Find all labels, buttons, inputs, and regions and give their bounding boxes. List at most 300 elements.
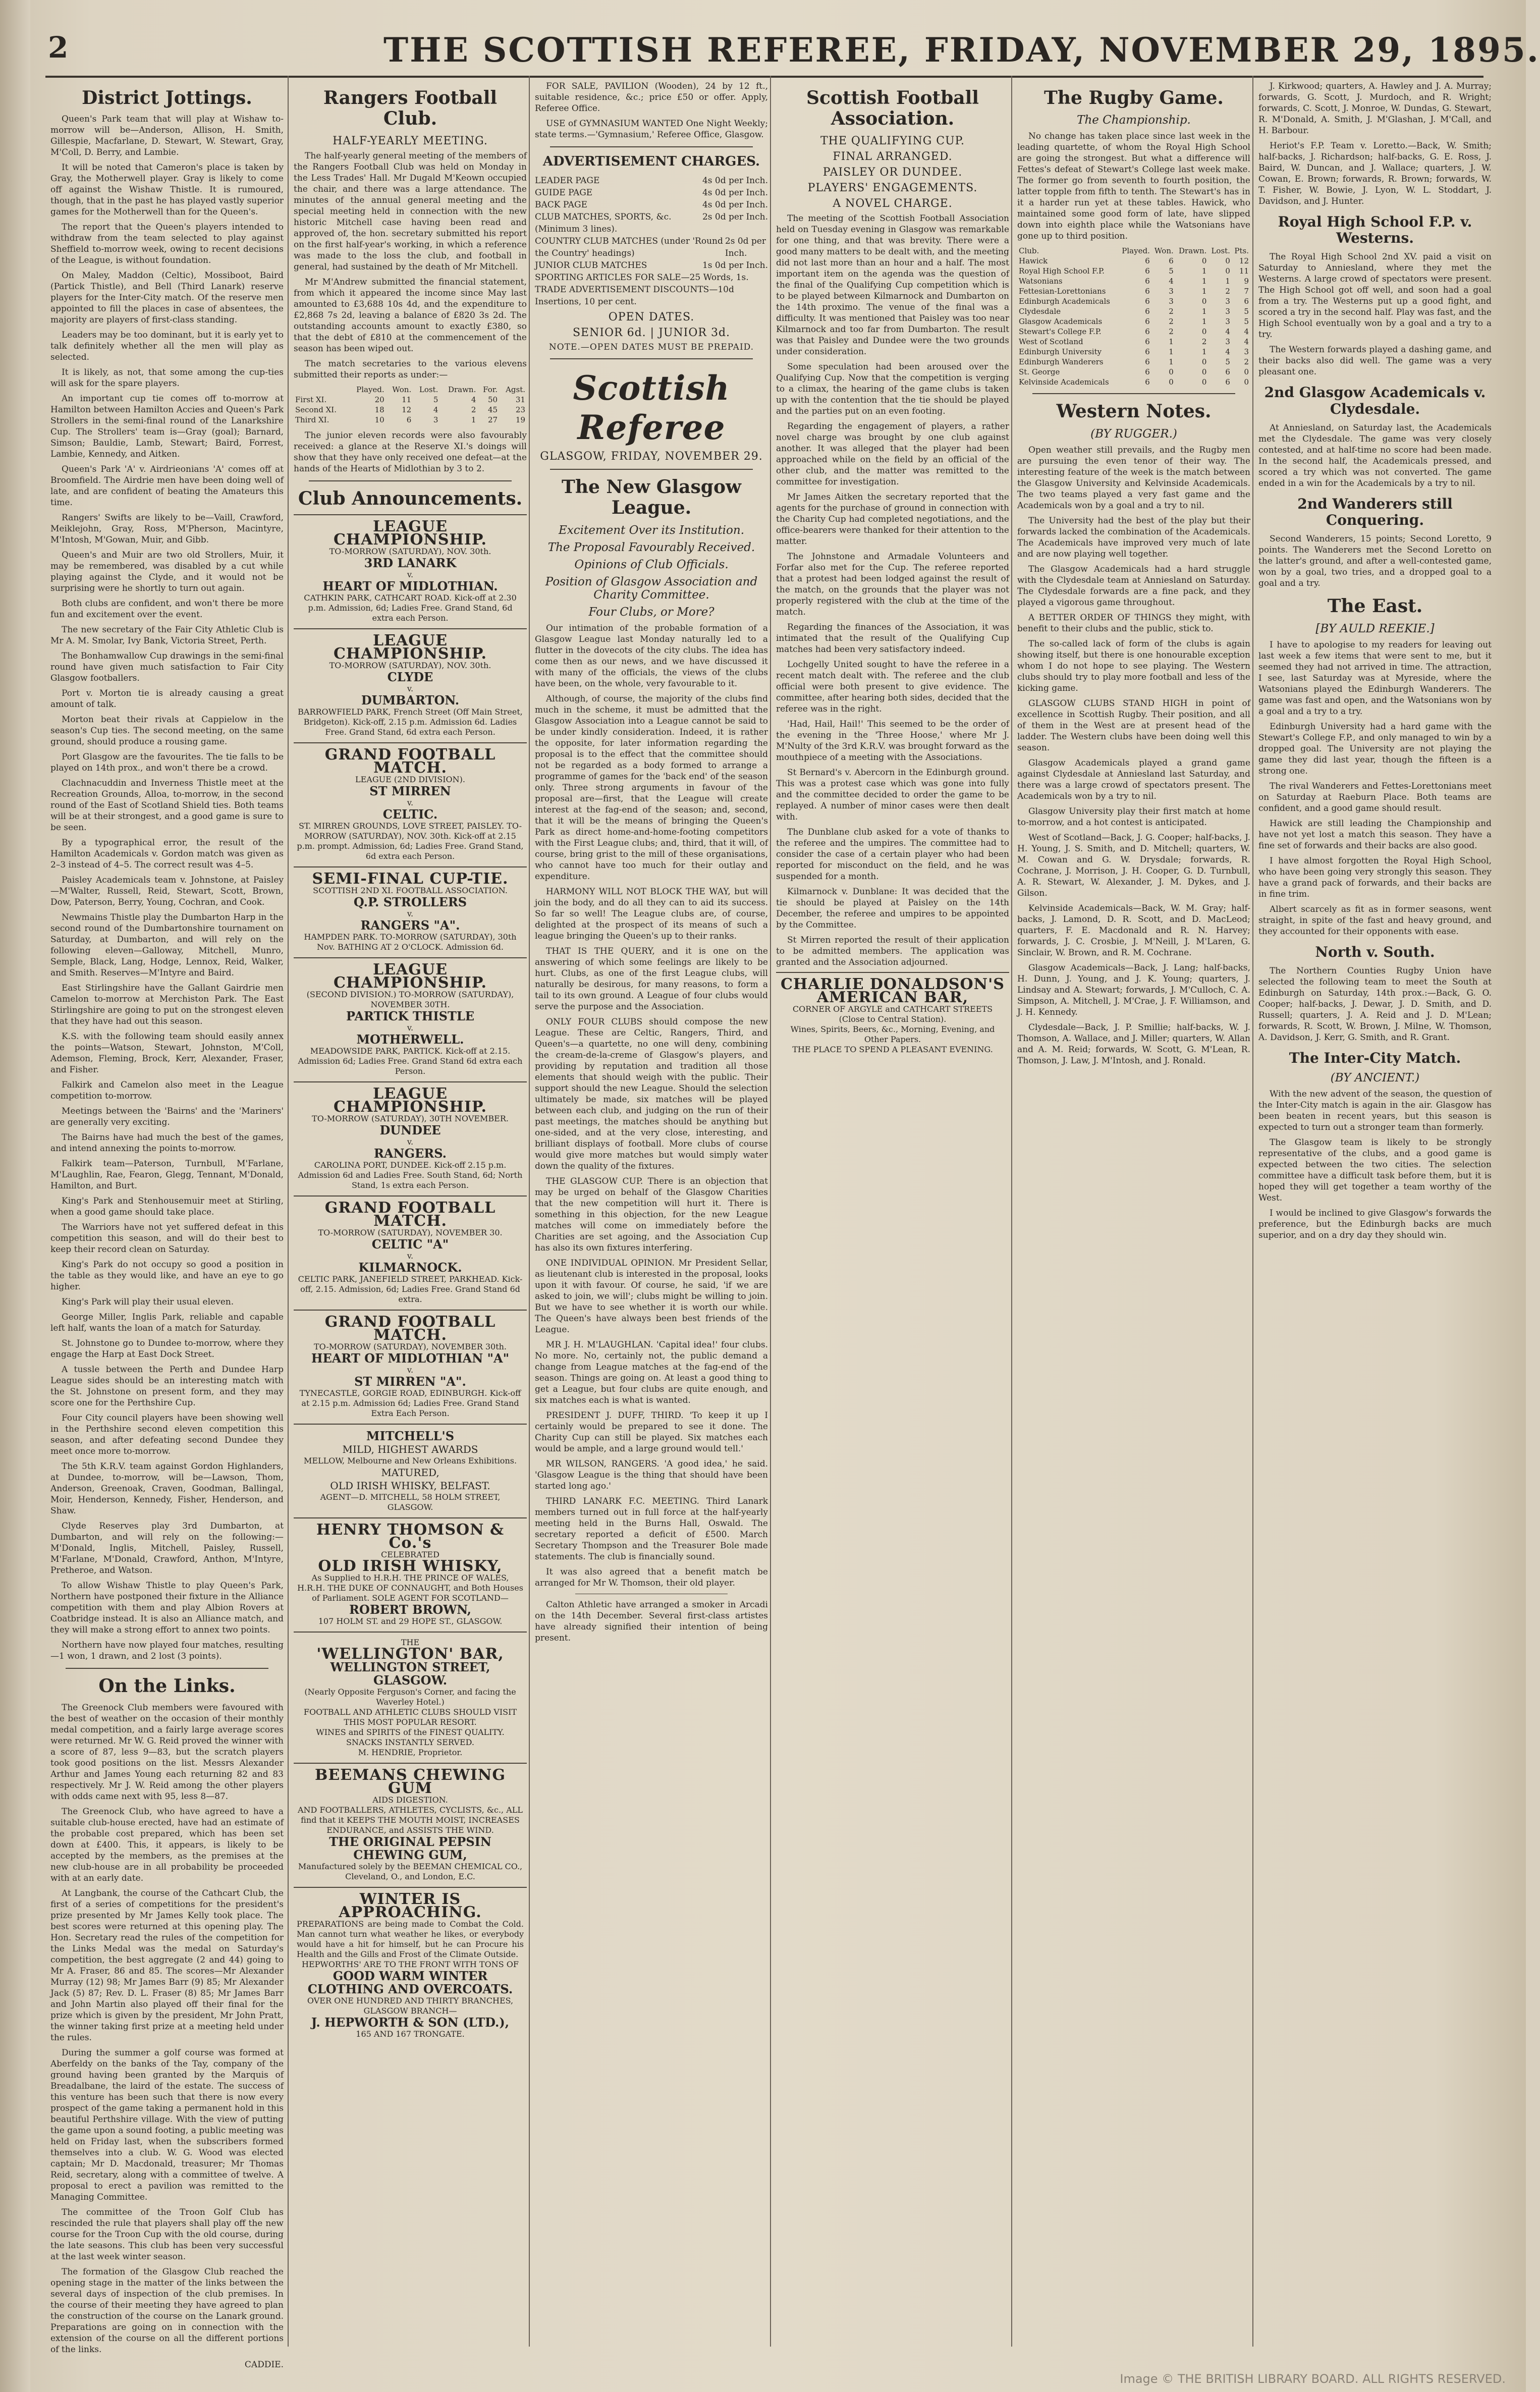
paragraph: The Western forwards played a dashing game, and their backs also did well. The game was a very pleasant one. [1258,345,1492,377]
paragraph: Second Wanderers, 15 points; Second Loretto, 9 points. The Wanderers met the Second Loretto on the latter's ground, and after a well-contested game, won by a goal, two tries, and a dropped goal to a goal and a try. [1258,534,1492,589]
announcement-vs: v. [407,1023,414,1033]
announcement-vs: v. [407,1137,414,1147]
table-cell: 1 [1201,307,1207,316]
rate-label: CLUB MATCHES, SPORTS, &c. [535,211,672,222]
article-divider [550,358,753,359]
article-subheading: HALF-YEARLY MEETING. [333,134,488,147]
paragraph: Mr M'Andrew submitted the financial statement, from which it appeared the income since May last amounted to £3,688 10s 4d, and the expenditure to £2,868 7s 2d, leaving a balance of £820 3s 2d. The outstanding accounts amount to exactly £380, so that the debt of £810 at the commencement of the season has been wiped out. [294,277,527,354]
announcement-line: TO-MORROW (SATURDAY), NOV. 30th. [329,547,491,557]
article-heading: The Inter-City Match. [1289,1049,1461,1066]
table-cell: 5 [1244,317,1249,327]
hepworth-winter-ad [294,1887,527,2044]
paragraph: The Royal High School 2nd XV. paid a visit on Saturday to Anniesland, where they met the Westerns. A large crowd of spectators were present. The High School got off well, and soon had a goal from a try. The Westerns put up a good fight, and scored a try in the second half. Play was fast, and the High School eventually won by a goal and a try to a try. [1258,252,1492,340]
article-divider [66,1668,268,1669]
table-header-cell: Agst. [506,385,525,394]
ad-line: GLASGOW BRANCH— [363,2006,457,2016]
table-header-cell: Won. [392,385,412,394]
classifieds [535,81,768,140]
article-body [1258,81,1492,207]
table-cell: 7 [1244,287,1249,296]
table-cell: Clydesdale [1019,307,1061,316]
announcement-big: LEAGUE CHAMPIONSHIP. [334,632,487,663]
paragraph: K.S. with the following team should easily annex the points—Watson, Stewart, Johnston, M'Coll, Ademson, Fleming, Brock, Kerr, Alexander, Fraser, and Fisher. [50,1031,284,1075]
table-cell: 4 [1169,277,1174,286]
masthead [0,30,1540,71]
american-bar-ad [776,972,1009,1060]
table-cell: 6 [406,415,412,424]
table-cell: 2 [1169,317,1174,327]
table-header-cell: Pts. [1234,246,1249,256]
table-cell: 6 [1145,287,1150,296]
table-cell: 6 [1244,297,1249,306]
table-cell: 11 [1239,266,1249,276]
article-heading: 2nd Wanderers still Conquering. [1297,495,1453,528]
paragraph: MR WILSON, RANGERS. 'A good idea,' he said. 'Glasgow League is the thing that should have been started long ago.' [535,1458,768,1491]
table-cell: 1 [1169,347,1174,357]
article-body [1258,251,1492,377]
announcement-small: ST. MIRREN GROUNDS, LOVE STREET, PAISLEY. TO-MORROW (SATURDAY), NOV. 30th. Kick-off at 2.15 p.m. prompt. Admission, 6d; Ladies Free. Grand Stand, 6d extra each Person. [297,821,524,861]
paragraph: It is likely, as not, that some among the cup-ties will ask for the spare players. [50,367,284,389]
table-cell: 5 [1169,266,1174,276]
table-cell: 45 [487,405,498,414]
open-dates-prices: SENIOR 6d. | JUNIOR 3d. [572,326,731,339]
table-row [1017,266,1250,276]
announcement-small: HAMPDEN PARK. TO-MORROW (SATURDAY), 30th Nov. BATHING AT 2 O'CLOCK. Admission 6d. [304,932,517,952]
paragraph: West of Scotland—Back, J. G. Cooper; half-backs, J. H. Young, J. S. Smith, and D. Mitchell; quarters, W. M. Cowan and G. W. Drysdale; forwards, R. Cochrane, J. Morrison, J. H. Cooper, G. D. Turnbull, A. R. Stewart, W. Alexander, J. M. Dykes, and J. Gilson. [1017,832,1250,898]
table-cell: 23 [515,405,525,414]
table-cell: 3 [1244,347,1249,357]
subheading: THE QUALIFYING CUP. [820,134,965,147]
table-cell: 2 [1244,357,1249,367]
announcement-big: GRAND FOOTBALL MATCH. [324,1313,496,1344]
announcement-big: GRAND FOOTBALL MATCH. [324,1199,496,1230]
table-cell: Fettesian-Lorettonians [1019,287,1106,296]
ad-line: Wines, Spirits, Beers, &c., Morning, Evening, and Other Papers. [790,1024,995,1044]
table-cell: 0 [1225,256,1230,266]
announcement-team2: HEART OF MIDLOTHIAN. [322,579,498,594]
announcement-team1: PARTICK THISTLE [346,1009,474,1024]
table-cell: 4 [433,405,438,414]
paragraph: East Stirlingshire have the Gallant Gairdrie men Camelon to-morrow at Merchiston Park. The East Stirlingshire are going to put on the strongest eleven that they have had out this season. [50,983,284,1027]
paragraph: Queen's Park team that will play at Wishaw to-morrow will be—Anderson, Allison, H. Smith, Gillespie, Macfarlane, D. Stewart, W. Stewart, Gray, M'Coll, D. Berry, and Lambie. [50,114,284,158]
table-row [1017,276,1250,286]
subheading: Excitement Over its Institution. [558,523,745,537]
subheading: A NOVEL CHARGE. [833,197,953,210]
classified-ad: USE of GYMNASIUM WANTED One Night Weekly; state terms.—'Gymnasium,' Referee Office, Glasgow. [535,119,768,140]
column-rangers [294,81,527,2352]
paragraph: Kelvinside Academicals—Back, W. M. Gray; half-backs, J. Lamond, D. R. Scott, and D. MacLeod; quarters, F. E. Macdonald and R. N. Harvey; forwards, J. C. Crosbie, J. M'Neill, J. M'Laren, G. Sinclair, W. Brown, and R. M. Cochrane. [1017,903,1250,958]
table-header-cell: Lost. [419,385,438,394]
ad-line: CELEBRATED [381,1550,439,1560]
table-header-cell: For. [483,385,498,394]
table-cell: 1 [1201,266,1207,276]
table-cell: 4 [1225,327,1230,337]
table-cell: Second XI. [295,405,337,414]
paragraph: J. Kirkwood; quarters, A. Hawley and J. A. Murray; forwards, G. Scott, J. Murdoch, and R. Wright; forwards, C. Scott, J. Monroe, W. Dundas, G. Stewart, R. M'Donald, A. Smith, J. M'Glashan, J. M'Call, and H. Barbour. [1258,81,1492,136]
paragraph: Glasgow University play their first match at home to-morrow, and a hot contest is anticipated. [1017,806,1250,828]
paragraph: Northern have now played four matches, resulting—1 won, 1 drawn, and 2 lost (3 points). [50,1640,284,1662]
announcement-small: CATHKIN PARK, CATHCART ROAD. Kick-off at 2.30 p.m. Admission, 6d; Ladies Free. Grand Stand, 6d extra each Person. [304,593,517,623]
table-cell: 4 [471,395,476,404]
table-cell: 3 [433,415,438,424]
rate-label: BACK PAGE [535,199,588,210]
paragraph: I would be inclined to give Glasgow's forwards the preference, but the Edinburgh backs are much superior, and on a dry day they should win. [1258,1208,1492,1240]
table-row [1017,306,1250,316]
paragraph: King's Park do not occupy so good a position in the table as they would like, and have an eye to go higher. [50,1260,284,1292]
announcement-team1: 3RD LANARK [364,556,457,571]
table-cell: 6 [1145,347,1150,357]
ad-line: FOOTBALL AND ATHLETIC CLUBS SHOULD VISIT THIS MOST POPULAR RESORT. [303,1707,517,1727]
column-separator [1011,76,1012,2347]
announcement-small: CAROLINA PORT, DUNDEE. Kick-off 2.15 p.m. Admission 6d and Ladies Free. South Stand, 6d; North Stand, 1s extra each Person. [298,1160,523,1190]
paragraph: Falkirk and Camelon also meet in the League competition to-morrow. [50,1080,284,1102]
paragraph: The meeting of the Scottish Football Association held on Tuesday evening in Glasgow was remarkable for one thing, and that was brevity. There were a good many matters to be dealt with, and the meeting did not last more than an hour and a half. The most important item on the agenda was the question of the final of the Qualifying Cup competition which is to be played between Kilmarnock and Dumbarton on the 14th proximo. The venue of the final was a difficulty. It was mentioned that Paisley was too near Kilmarnock and too far from Dumbarton. The result was that Paisley and Dundee were the two grounds under consideration. [776,213,1009,357]
announcement-team1: Q.P. STROLLERS [353,895,467,910]
table-header-cell [294,385,348,395]
column-separator [288,76,289,2347]
paragraph: King's Park will play their usual eleven. [62,1297,234,1308]
table-cell: 3 [1225,297,1230,306]
paragraph: The junior eleven records were also favourably received: a glance at the Reserve XI.'s doings will show that they have only received one defeat—at the hands of the Hearts of Midlothian by 3 to 2. [294,430,527,474]
paragraph: Open weather still prevails, and the Rugby men are pursuing the even tenor of their way. The interesting feature of the week is the match between the Glasgow University and Kelvinside Academicals. The two teams played a very fast game and the Academicals won by a goal and a try to nil. [1017,445,1250,511]
table-cell: 6 [1145,357,1150,367]
advertisement-charges-heading: ADVERTISEMENT CHARGES. [542,154,760,169]
ad-line: WINES and SPIRITS of the FINEST QUALITY. [316,1727,505,1737]
table-cell: 6 [1145,367,1150,377]
table-cell: 31 [515,395,525,404]
ad-line: MITCHELL'S [366,1429,455,1444]
subheading: Four Clubs, or More? [588,605,714,619]
paragraph: THIRD LANARK F.C. MEETING. Third Lanark members turned out in full force at the half-yearly meeting held in the Burns Hall, Oswald. The secretary reported a deficit of £500. March Secretary Thompson and the Treasurer Bole made statements. The club is financially sound. [535,1496,768,1562]
paragraph: Morton beat their rivals at Cappielow in the season's Cup ties. The second meeting, on the same ground, should produce a rousing game. [50,715,284,747]
club-announcement [294,628,527,742]
rate-row [535,199,768,211]
article-divider [1032,393,1235,394]
ad-line: GOOD WARM WINTER CLOTHING AND OVERCOATS. [307,1969,513,1997]
paragraph: Regarding the engagement of players, a rather novel charge was brought by one club against another. It was alleged that the player had been approached while on the field by an official of the other club, and the matter was remitted to the committee for investigation. [776,421,1009,487]
table-cell: St. George [1019,367,1060,377]
ad-line: OLD IRISH WHISKY, BELFAST. [330,1480,490,1492]
article-body [50,1702,284,2355]
column-separator [529,76,530,2347]
subheading: Opinions of Club Officials. [574,558,729,571]
classified-ad: FOR SALE, PAVILION (Wooden), 24 by 12 ft., suitable residence, &c.; price £50 or offer. Apply, Referee Office. [535,81,768,114]
open-dates-note: NOTE.—OPEN DATES MUST BE PREPAID. [548,342,754,352]
paragraph: With the new advent of the season, the question of the Inter-City match is again in the air. Glasgow has been beaten in recent years, but this season is expected to turn out a stronger team than formerly. [1258,1089,1492,1132]
table-row [294,405,527,415]
rate-label: JUNIOR CLUB MATCHES [535,260,647,270]
announcement-small: CELTIC PARK, JANEFIELD STREET, PARKHEAD. Kick-off, 2.15. Admission, 6d; Ladies Free. Grand Stand 6d extra. [298,1274,523,1304]
table-cell: 3 [1169,287,1174,296]
wellington-bar-ad [294,1632,527,1763]
ad-line: THE PLACE TO SPEND A PLEASANT EVENING. [792,1044,993,1054]
table-cell: 5 [1225,357,1230,367]
ad-title: 'WELLINGTON' BAR, [316,1645,504,1663]
ad-line: MATURED, [381,1466,439,1479]
paragraph: Port v. Morton tie is already causing a great amount of talk. [50,688,284,710]
paragraph: On Maley, Maddon (Celtic), Mossiboot, Baird (Partick Thistle), and Bell (Third Lanark) reserve players for the Inter-City match. Of the reserve men appointed to fill the places in case of absentees, the majority are players of first-class standing. [50,270,284,325]
ad-product: THE ORIGINAL PEPSIN CHEWING GUM, [329,1834,491,1863]
table-row [1017,256,1250,266]
table-cell: Edinburgh University [1019,347,1102,357]
table-cell: 0 [1201,357,1207,367]
paragraph: I have to apologise to my readers for leaving out last week a few items that were sent to me, but it seemed they had not arrived in time. The attraction, I see, last Saturday was at Myreside, where the Watsonians played the Edinburgh Wanderers. The game was fast and open, and the Watsonians won by a goal and a try to a try. [1258,639,1492,717]
article-body [1258,1089,1492,1241]
rate-price: 2s 0d per Inch. [702,211,768,222]
column-sfa [776,81,1009,2352]
paragraph: ONE INDIVIDUAL OPINION. Mr President Sellar, as lieutenant club is interested in the proposal, looks upon it with favour. Of course, he said, 'if we are asked to join, we will'; clubs might be willing to join. But we have to see whether it is worth our while. The Queen's have always been best friends of the League. [535,1258,768,1335]
column-rugby [1017,81,1250,2352]
table-cell: 1 [1201,277,1207,286]
table-cell: 6 [1145,307,1150,316]
table-row [1017,316,1250,327]
paragraph: Regarding the finances of the Association, it was intimated that the result of the Qualifying Cup matches had been very satisfactory indeed. [776,622,1009,655]
announcement-vs: v. [407,1251,414,1261]
paragraph: St Mirren reported the result of their application to be admitted members. The application was granted and the Association adjourned. [776,935,1009,967]
rate-row [535,187,768,199]
paragraph: Hawick are still leading the Championship and have not yet lost a match this season. They have a fine set of forwards and their backs are also good. [1258,818,1492,851]
table-cell: 1 [471,415,476,424]
table-cell: 6 [1145,317,1150,327]
article-body [294,430,527,474]
article-body [1017,445,1250,1066]
ad-line: SNACKS INSTANTLY SERVED. [346,1737,474,1748]
announcement-big: SEMI-FINAL CUP-TIE. [312,870,509,888]
table-cell: 0 [1169,377,1174,387]
notice: Calton Athletic have arranged a smoker in Arcadi on the 14th December. Several first-class artistes have already signified their intention of being present. [535,1599,768,1643]
table-cell: 2 [1201,337,1207,347]
table-cell: Edinburgh Academicals [1019,297,1110,306]
article-subheadings [535,524,768,619]
paragraph: The committee of the Troon Golf Club has rescinded the rule that players shall play off the new course for the Troon Cup with the old course, during the late seasons. This club has been very successful at the last week winter season. [50,2207,284,2262]
announcement-small: TYNECASTLE, GORGIE ROAD, EDINBURGH. Kick-off at 2.15 p.m. Admission 6d; Ladies Free. Grand Stand Extra Each Person. [299,1388,521,1419]
table-header-cell: Played. [356,385,384,394]
paragraph: The Bairns have had much the best of the games, and intend annexing the points to-morrow. [50,1132,284,1154]
paragraph: Port Glasgow are the favourites. The tie falls to be played on 14th prox., and won't there be a crowd. [50,752,284,774]
paragraph: Albert scarcely as fit as in former seasons, went straight, in spite of the fast and heavy ground, and they accounted for their opponents with ease. [1258,904,1492,937]
ad-address: 165 AND 167 TRONGATE. [356,2029,465,2039]
paragraph: St. Johnstone go to Dundee to-morrow, where they engage the Harp at East Dock Street. [50,1338,284,1360]
rate-label: TRADE ADVERTISEMENT DISCOUNTS—10d Insertions, 10 per cent. [535,284,734,307]
newspaper-title: THE SCOTTISH REFEREE, FRIDAY, NOVEMBER 29, 1895. [383,30,1540,70]
table-cell: 0 [1244,367,1249,377]
paragraph: The Warriors have not yet suffered defeat in this competition this season, and will do their best to keep their record clean on Saturday. [50,1222,284,1255]
table-cell: 11 [402,395,412,404]
table-row [294,415,527,425]
table-cell: 6 [1145,377,1150,387]
table-cell: 6 [1225,377,1230,387]
paragraph: Paisley Academicals team v. Johnstone, at Paisley—M'Walter, Russell, Reid, Stewart, Scott, Brown, Dow, Paterson, Berry, Young, Cochran, and Cook. [50,875,284,908]
club-announcements [294,514,527,1424]
announcement-team2: CELTIC. [382,807,438,822]
table-cell: 0 [1201,297,1207,306]
paragraph: Glasgow Academicals—Back, J. Lang; half-backs, H. Dunn, J. Young, and J. K. Young; quarters, J. Lindsay and A. Stewart; forwards, J. M'Culloch, C. A. Simpson, A. Mitchell, J. M'Crae, J. F. Williamson, and J. H. Kennedy. [1017,962,1250,1017]
table-cell: Royal High School F.P. [1019,266,1105,276]
article-heading: On the Links. [98,1675,236,1697]
table-cell: 6 [1225,367,1230,377]
table-cell: 2 [471,405,476,414]
announcement-vs: v. [407,570,414,580]
table-cell: 0 [1169,367,1174,377]
announcement-vs: v. [407,909,414,919]
table-row [1017,337,1250,347]
table-row [1017,357,1250,367]
paragraph: ONLY FOUR CLUBS should compose the new League. These are Celtic, Rangers, Third, and Queen's—a quartette, no one will deny, combining the cream-de-la-creme of Glasgow's players, and providing by reputation and tradition all those elements that should weigh with the public. Their support should the new League. Should the selection ultimately be made, six matches will be played between each club, and judging on the run of their past meetings, the matches should be anything but one-sided, and at the very close, interesting, and brilliant displays of football. More clubs of course would give more matches but would simply water down the quality of the fixtures. [535,1016,768,1171]
article-heading: North v. South. [1315,943,1435,960]
table-cell: 12 [402,405,412,414]
ad-title: WINTER IS APPROACHING. [339,1890,482,1922]
article-heading: District Jottings. [82,87,252,108]
rate-label: GUIDE PAGE [535,187,593,198]
paragraph: The rival Wanderers and Fettes-Lorettonians meet on Saturday at Raeburn Place. Both teams are confident, and a good game should result. [1258,781,1492,813]
paragraph: The Dunblane club asked for a vote of thanks to the referee and the umpires. The committee had to consider the case of a certain player who had been reported for misconduct on the field, and he was suspended for a month. [776,827,1009,882]
paragraph: To allow Wishaw Thistle to play Queen's Park, Northern have postponed their fixture in the Alliance competition with them and play Albion Rovers at Coatbridge instead. It is also an Alliance match, and they will make a strong effort to annex two points. [50,1581,284,1636]
table-cell: 1 [1169,357,1174,367]
paragraph: At Anniesland, on Saturday last, the Academicals met the Clydesdale. The game was very closely contested, and at half-time no score had been made. In the second half, the Academicals pressed, and scored a try which was not converted. The game ended in a win for the Academicals by a try to nil. [1258,422,1492,488]
article-body [776,213,1009,968]
announcement-big: GRAND FOOTBALL MATCH. [324,746,496,777]
ad-proprietor: M. HENDRIE, Proprietor. [358,1748,463,1758]
table-header-row [1017,246,1250,256]
club-announcement [294,1195,527,1310]
table-row [1017,347,1250,357]
paragraph: The 5th K.R.V. team against Gordon Highlanders, at Dundee, to-morrow, will be—Lawson, Thom, Anderson, Greenoak, Craven, Goodman, Ballingal, Moir, Henderson, Kennedy, Fisher, Henderson, and Shaw. [50,1461,284,1516]
announcement-line: TO-MORROW (SATURDAY), 30TH NOVEMBER. [312,1114,509,1124]
paragraph: At Langbank, the course of the Cathcart Club, the first of a series of competitions for the president's prize presented by Mr James Kelly took place. The best scores were returned at this opening play. The Hon. Secretary read the rules of the competition for the Links Medal was the medal on Saturday's competition, the best aggregate (2 and 44) going to Mr A. Fraser, 86 and 85. The scores—Mr Alexander Murray (12) 98; Mr James Barr (9) 85; Mr Alexander Jack (5) 87; Rev. D. L. Fraser (8) 85; Mr James Barr and John Martin also played off their final for the prize which is given by the president, Mr John Pratt, the winner taking first prize at a meeting held under the rules. [50,1888,284,2043]
article-heading: Rangers Football Club. [323,87,498,130]
paragraph: MR J. H. M'LAUGHLAN. 'Capital idea!' four clubs. No more. No, certainly not, the public demand a change from League matches at the fag-end of the season. Things are going on. At least a good thing to get a League, but four clubs are quite enough, and six matches each is what is wanted. [535,1339,768,1405]
paragraph: Kilmarnock v. Dunblane: It was decided that the tie should be played at Paisley on the 14th December, the referee and umpires to be appointed by the Committee. [776,886,1009,930]
ad-line: THE [401,1638,420,1648]
byline: (BY ANCIENT.) [1330,1071,1420,1084]
table-cell: First XI. [295,395,327,404]
announcement-team1: CLYDE [387,670,433,685]
table-cell: 1 [1201,347,1207,357]
table-cell: 6 [1169,256,1174,266]
table-row [1017,377,1250,387]
article-heading: Royal High School F.P. v. Westerns. [1278,213,1472,247]
paragraph: St Bernard's v. Abercorn in the Edinburgh ground. This was a protest case which was gone into fully and the committee decided to order the game to be replayed. A number of minor cases were then dealt with. [776,767,1009,822]
ad-address: CORNER OF ARGYLE and CATHCART STREETS (Close to Central Station). [792,1004,993,1024]
club-announcement [294,1081,527,1195]
table-header-cell: Drawn. [1179,246,1207,256]
table-cell: 5 [1244,307,1249,316]
championship-table [1017,246,1250,387]
table-cell: 4 [1244,327,1249,337]
table-cell: 5 [433,395,438,404]
table-cell: 6 [1145,277,1150,286]
paragraph: The so-called lack of form of the clubs is again showing itself, but there is one honourable exception whom I do not hope to see playing. The Western clubs should try to play more football and less of the kicking game. [1017,638,1250,693]
table-cell: 6 [1145,297,1150,306]
ad-title: CHARLIE DONALDSON'S AMERICAN BAR, [781,975,1005,1006]
paragraph: A BETTER ORDER OF THINGS they might, with benefit to their clubs and the public, stick to. [1017,612,1250,634]
table-cell: 1 [1201,317,1207,327]
announcement-team2: DUMBARTON. [361,693,460,708]
club-announcement [294,1310,527,1424]
announcement-vs: v. [407,684,414,694]
rate-row [535,284,768,308]
announcement-team2: MOTHERWELL. [356,1032,464,1047]
table-cell: 4 [1225,347,1230,357]
announcement-small: BARROWFIELD PARK, French Street (Off Main Street, Bridgeton). Kick-off, 2.15 p.m. Admission 6d. Ladies Free. Grand Stand, 6d extra each Person. [298,707,523,737]
table-header-cell: Club. [1019,246,1039,256]
table-row [294,395,527,405]
table-cell: 3 [1225,307,1230,316]
scottish-referee-masthead: Scottish Referee [573,368,730,447]
article-heading: The New Glasgow League. [562,476,741,519]
table-cell: 12 [1239,256,1249,266]
announcement-team1: ST MIRREN [369,784,451,799]
paragraph: No change has taken place since last week in the leading quartette, of whom the Royal High School are going the strongest. But what a difference will Fettes's defeat of Stewart's College last week make. The former go from seventh to fourth position, the latter topple from fifth to tenth. The Stewart's has in it a harder run yet at these tables. Hawick, who maintained some good form of late, have slipped down into eighth place while the Watsonians have gone up to third position. [1017,131,1250,242]
rate-label: (Minimum 3 lines). [535,224,618,234]
club-announcement [294,957,527,1081]
subheading: Position of Glasgow Association and Charity Committee. [545,575,758,602]
results-table [294,385,527,425]
rate-price: 4s 0d per Inch. [702,175,768,186]
paragraph: An important cup tie comes off to-morrow at Hamilton between Hamilton Accies and Queen's Park Strollers in the semi-final round of the Lanarkshire Cup. The Strollers' team is—Gray (goal); Barnard, Simson; Bauldie, Lamb, Stewart; Baird, Forrest, Lambie, Kennedy, and Aitken. [50,394,284,460]
announcement-team1: DUNDEE [379,1123,441,1138]
rate-price: 4s 0d per Inch. [702,187,768,198]
rate-price: 4s 0d per Inch. [702,199,768,210]
paragraph: By a typographical error, the result of the Hamilton Academicals v. Gordon match was given as 2–3 instead of 4–5. The correct result was 4–5. [50,838,284,871]
paragraph: King's Park and Stenhousemuir meet at Stirling, when a good game should take place. [50,1196,284,1218]
table-cell: 0 [1244,377,1249,387]
table-cell: 2 [1169,327,1174,337]
article-body [1258,422,1492,489]
table-cell: 0 [1201,377,1207,387]
table-cell: 4 [1244,337,1249,347]
signoff: CADDIE. [244,2359,284,2370]
table-cell: 6 [1145,266,1150,276]
paragraph: The Glasgow Academicals had a hard struggle with the Clydesdale team at Anniesland on Saturday. The Clydesdale forwards are a fine pack, and they played a vigorous game throughout. [1017,564,1250,608]
paragraph: Meetings between the 'Bairns' and the 'Mariners' are generally very exciting. [50,1106,284,1128]
mitchell-whisky-ad [294,1424,527,1517]
copyright-credit: Image © THE BRITISH LIBRARY BOARD. ALL RIGHTS RESERVED. [1120,2372,1506,2386]
announcement-vs: v. [407,1365,414,1375]
ad-text: PREPARATIONS are being made to Combat the Cold. Man cannot turn what weather he likes, or everybody would have a hit for himself, but he can Procure his Health and the Gills and Frost of the Climate Outside. [297,1919,524,1960]
paragraph: The match secretaries to the various elevens submitted their reports as under:— [294,358,527,380]
subheading: FINAL ARRANGED. [833,150,953,163]
table-cell: Stewart's College F.P. [1019,327,1102,337]
announcement-big: LEAGUE CHAMPIONSHIP. [334,1085,487,1116]
paragraph: Mr James Aitken the secretary reported that the agents for the purchase of ground in connection with the Charity Cup had completed negotiations, and the office-bearers were thanked for their attention to the matter. [776,492,1009,547]
paragraph: Clachnacuddin and Inverness Thistle meet at the Recreation Grounds, Alloa, to-morrow, in the second round of the East of Scotland Shield ties. Both teams will be at their strongest, and a good game is sure to be seen. [50,778,284,833]
paragraph: Leaders may be too dominant, but it is early yet to talk definitely whether all the men will play as selected. [50,330,284,363]
table-cell: 3 [1225,337,1230,347]
paragraph: George Miller, Inglis Park, reliable and capable left half, wants the loan of a match for Saturday. [50,1312,284,1334]
advertisement-rates [535,175,768,308]
announcement-line: TO-MORROW (SATURDAY), NOV. 30th. [329,661,491,671]
table-cell: 10 [374,415,384,424]
table-cell: West of Scotland [1019,337,1083,347]
subheading: The Proposal Favourably Received. [547,540,755,554]
table-header-cell: Won. [1154,246,1174,256]
paragraph: Glasgow Academicals played a grand game against Clydesdale at Anniesland last Saturday, and there was a large crowd of spectators present. The Academicals won by a try to nil. [1017,757,1250,801]
announcement-vs: v. [407,798,414,808]
table-cell: 2 [1169,307,1174,316]
table-cell: 1 [1201,287,1207,296]
announcement-line: SCOTTISH 2ND XI. FOOTBALL ASSOCIATION. [313,886,508,896]
club-announcement [294,866,527,957]
article-subheadings [776,135,1009,210]
paragraph: The Greenock Club members were favoured with the best of weather on the occasion of their monthly medal competition, and a fairly large average scores were returned. Mr W. G. Reid proved the winner with a score of 87, less 9—83, but the scratch players took good positions on the list. Messrs Alexander Arthur and James Young each returning 82 and 83 respectively. Mr J. W. Reid among the other players with odds came next with 95, less 8—87. [50,1702,284,1802]
table-cell: 50 [487,395,498,404]
rate-label: SPORTING ARTICLES FOR SALE—25 Words, 1s. [535,272,749,283]
paragraph: THAT IS THE QUERY, and it is one on the answering of which some feelings are likely to be hurt. Clubs, as one of the first League clubs, will naturally be desirous, for many reasons, to form a tail to its own ground. A League of four clubs would serve the purpose and the Association. [535,946,768,1012]
column-referee-editorial [535,81,768,2352]
paragraph: 'Had, Hail, Hail!' This seemed to be the order of the evening in the 'Three Hoose,' where Mr J. M'Nulty of the 3rd K.R.V. was brought forward as the mouthpiece of a meeting with the Associations. [776,719,1009,763]
table-header-cell: Played. [1122,246,1150,256]
